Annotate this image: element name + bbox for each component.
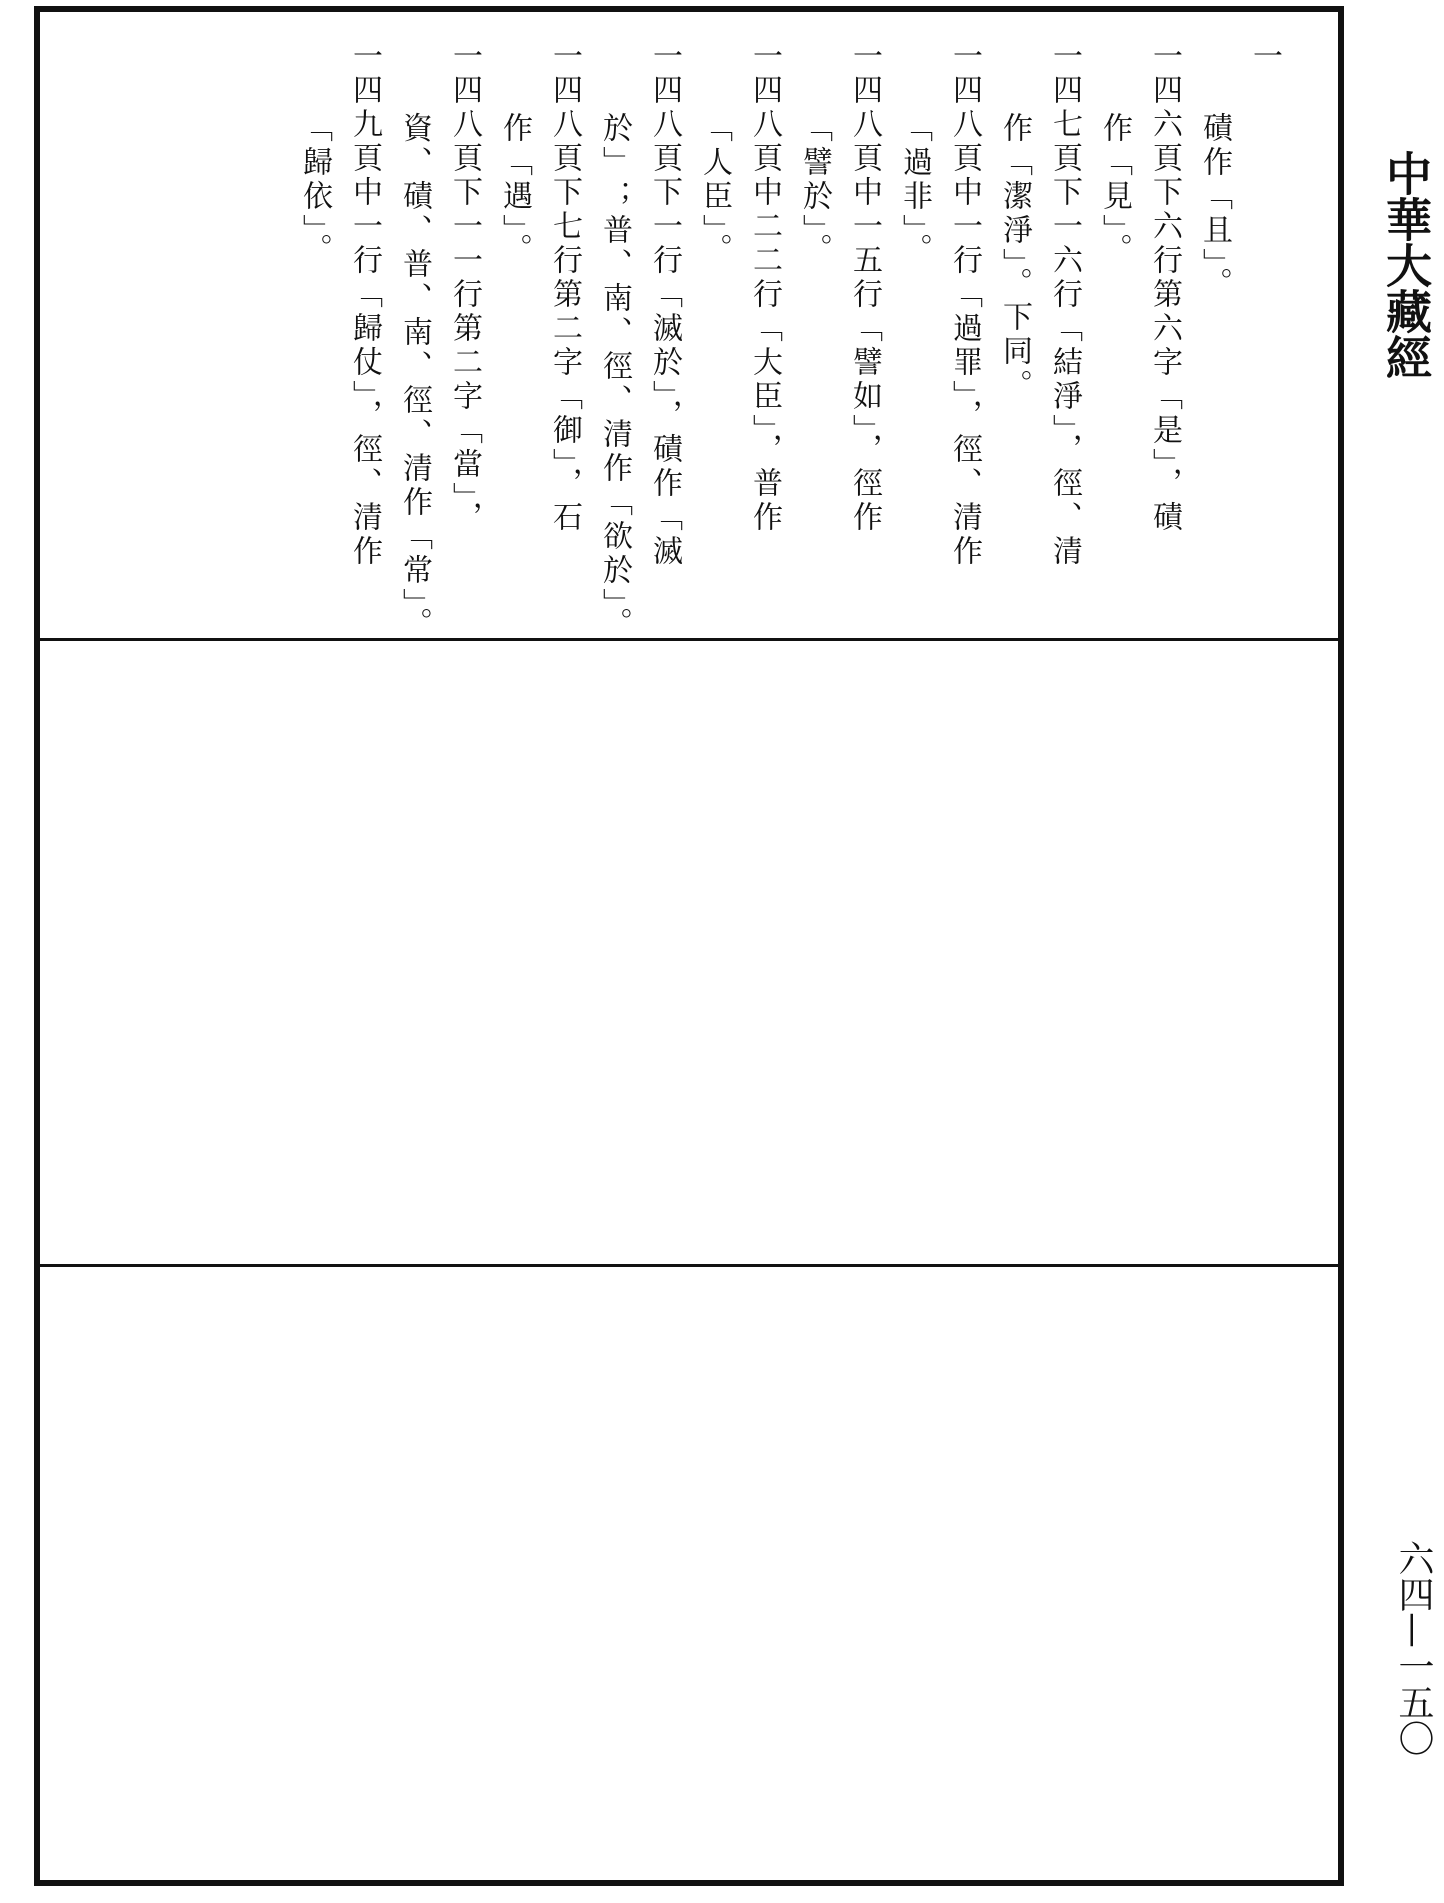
note-column (1140, 40, 1188, 620)
note-column (1240, 40, 1288, 620)
note-text: 「過非」。 (897, 112, 932, 267)
note-column (390, 40, 438, 641)
note-text: 作「遇」。 (497, 112, 532, 267)
collation-notes (210, 40, 1320, 641)
note-column (1090, 40, 1138, 620)
note-text: 一四八頁中一五行「譬如」，徑作 (847, 40, 882, 535)
section-divider (40, 638, 1338, 641)
note-column (490, 40, 538, 620)
note-column (890, 40, 938, 620)
note-column (640, 40, 688, 620)
note-text: 作「見」。 (1097, 112, 1132, 267)
note-text: 一四六頁下六行第六字「是」，磧 (1147, 40, 1182, 535)
note-text: 一四八頁中一行「過罪」，徑、清作 (947, 40, 982, 569)
note-column (540, 40, 588, 620)
note-column (690, 40, 738, 620)
note-text: 於」；普、南、徑、清作「欲於」。 (597, 112, 632, 641)
note-text: 一四八頁下一行「滅於」，磧作「滅 (647, 40, 682, 569)
note-text: 一四八頁下七行第二字「御」，石 (547, 40, 582, 535)
note-column (1040, 40, 1088, 620)
note-column (990, 40, 1038, 620)
note-column (590, 40, 638, 641)
note-text: 一四八頁下一一行第二字「當」， (447, 40, 482, 535)
canon-title: 中華大藏經 (1379, 150, 1433, 380)
note-text: 一 (1247, 40, 1282, 74)
note-text: 「人臣」。 (697, 112, 732, 267)
note-column (440, 40, 488, 620)
note-column (790, 40, 838, 620)
note-text: 磧作「且」。 (1197, 112, 1232, 301)
note-column (290, 40, 338, 620)
note-column (740, 40, 788, 620)
note-text: 「譬於」。 (797, 112, 832, 267)
section-divider (40, 1264, 1338, 1267)
page-number: 六四—一五〇 (1393, 1540, 1434, 1756)
note-column (1190, 40, 1238, 620)
note-text: 一四八頁中二二行「大臣」，普作 (747, 40, 782, 535)
note-text: 作「潔淨」。下同。 (997, 112, 1032, 403)
note-column (340, 40, 388, 620)
note-text: 資、磧、普、南、徑、清作「常」。 (397, 112, 432, 641)
note-text: 一四九頁中一行「歸仗」，徑、清作 (347, 40, 382, 569)
note-text: 「歸依」。 (297, 112, 332, 267)
note-column (940, 40, 988, 620)
note-text: 一四七頁下一六行「結淨」，徑、清 (1047, 40, 1082, 569)
note-column (840, 40, 888, 620)
